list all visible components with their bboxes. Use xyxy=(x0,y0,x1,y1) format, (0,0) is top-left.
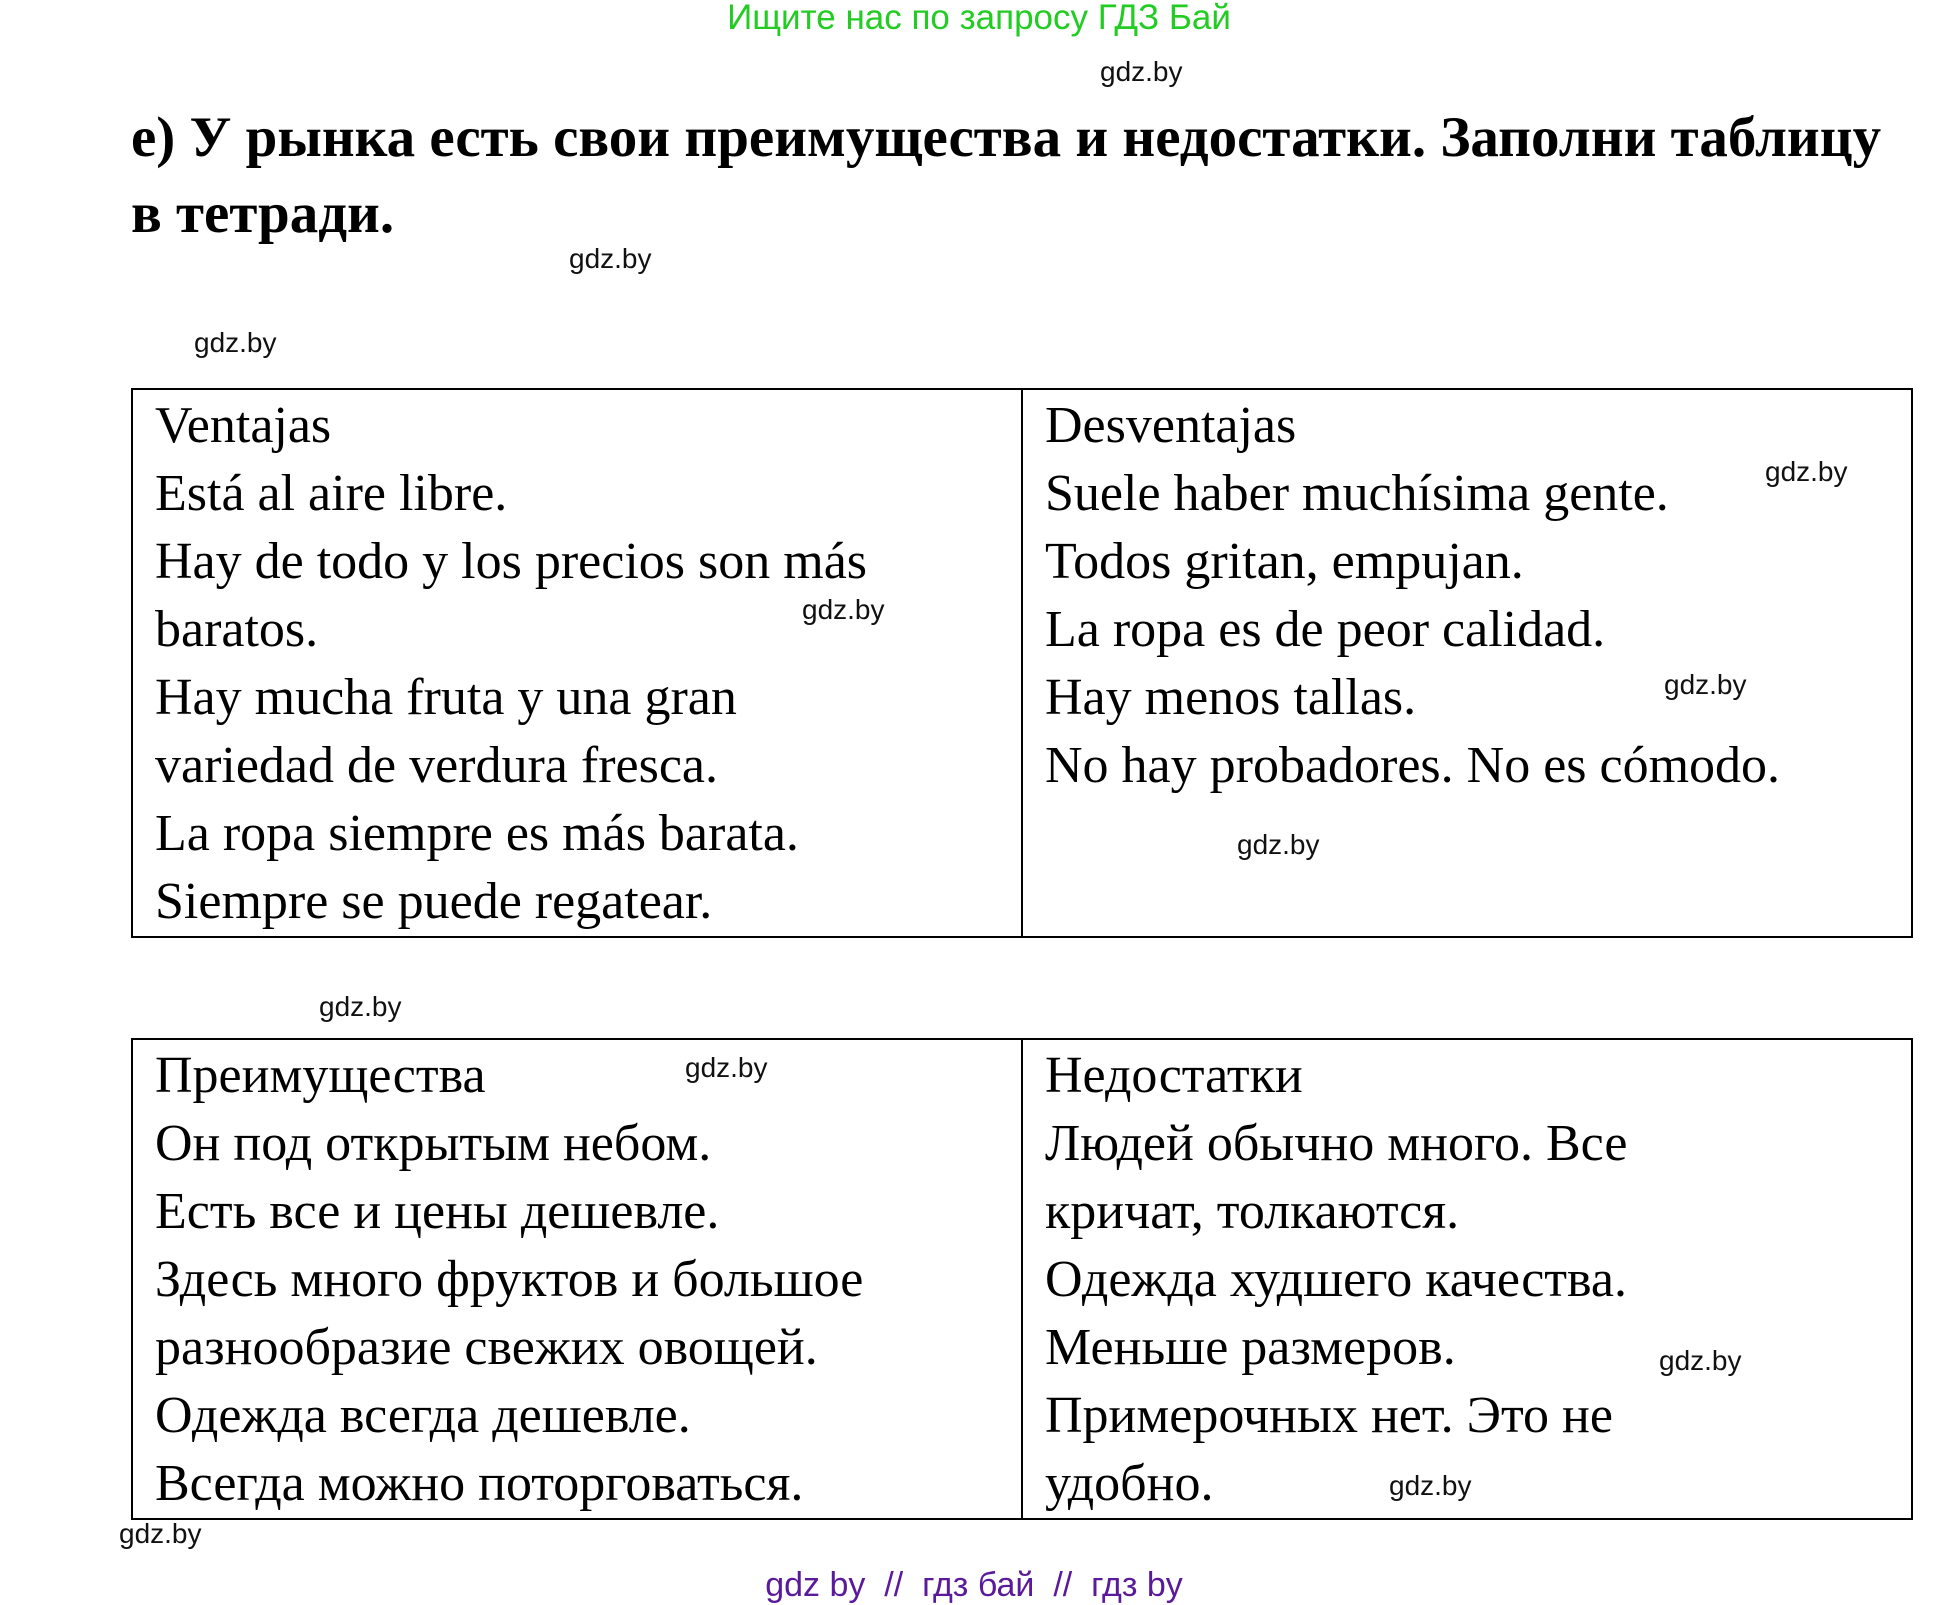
advantages-cell xyxy=(132,1039,1022,1519)
list-item: Está al aire libre. xyxy=(155,465,508,522)
list-item: Он под открытым небом. xyxy=(155,1115,712,1172)
list-item: Hay menos tallas. xyxy=(1045,669,1417,726)
list-item: La ropa es de peor calidad. xyxy=(1045,601,1606,658)
list-item: Людей обычно много. Все xyxy=(1045,1115,1628,1172)
watermark: gdz.by xyxy=(119,1518,202,1549)
column-header: Desventajas xyxy=(1045,397,1297,454)
list-item: Есть все и цены дешевле. xyxy=(155,1183,720,1240)
watermark: gdz.by xyxy=(1389,1470,1472,1501)
column-header: Преимущества xyxy=(155,1047,486,1104)
watermark: gdz.by xyxy=(1659,1345,1742,1376)
spanish-table xyxy=(131,388,1913,938)
list-item: baratos. xyxy=(155,601,319,658)
watermark: gdz.by xyxy=(1100,56,1183,87)
watermark: gdz.by xyxy=(685,1052,768,1083)
list-item: Одежда всегда дешевле. xyxy=(155,1387,691,1444)
list-item: Всегда можно поторговаться. xyxy=(155,1455,804,1512)
russian-table xyxy=(131,1038,1913,1520)
list-item: удобно. xyxy=(1045,1455,1214,1512)
column-header: Недостатки xyxy=(1045,1047,1303,1104)
watermark: gdz.by xyxy=(1237,829,1320,860)
exercise-title: е) У рынка есть свои преимущества и недостатки. Заполни таблицу в тетради. xyxy=(131,106,1882,245)
watermark: gdz.by xyxy=(319,991,402,1022)
footer-links: gdz by // гдз бай // гдз by xyxy=(765,1566,1183,1604)
watermark: gdz.by xyxy=(1664,669,1747,700)
watermark: gdz.by xyxy=(569,243,652,274)
list-item: No hay probadores. No es cómodo. xyxy=(1045,737,1781,794)
promo-banner: Ищите нас по запросу ГДЗ Бай xyxy=(727,0,1231,37)
list-item: Suele haber muchísima gente. xyxy=(1045,465,1669,522)
list-item: кричат, толкаются. xyxy=(1045,1183,1460,1240)
watermark: gdz.by xyxy=(1765,456,1848,487)
column-header: Ventajas xyxy=(155,397,332,454)
watermark: gdz.by xyxy=(802,594,885,625)
list-item: Одежда худшего качества. xyxy=(1045,1251,1627,1308)
ventajas-cell xyxy=(132,389,1022,937)
disadvantages-cell xyxy=(1022,1039,1912,1519)
list-item: Hay mucha fruta y una gran xyxy=(155,669,737,726)
list-item: Примерочных нет. Это не xyxy=(1045,1387,1613,1444)
list-item: Hay de todo y los precios son más xyxy=(155,533,868,590)
list-item: variedad de verdura fresca. xyxy=(155,737,718,794)
list-item: Todos gritan, empujan. xyxy=(1045,533,1524,590)
list-item: La ropa siempre es más barata. xyxy=(155,805,799,862)
watermark: gdz.by xyxy=(194,327,277,358)
list-item: Siempre se puede regatear. xyxy=(155,873,713,930)
list-item: разнообразие свежих овощей. xyxy=(155,1319,818,1376)
list-item: Здесь много фруктов и большое xyxy=(155,1251,864,1308)
list-item: Меньше размеров. xyxy=(1045,1319,1456,1376)
